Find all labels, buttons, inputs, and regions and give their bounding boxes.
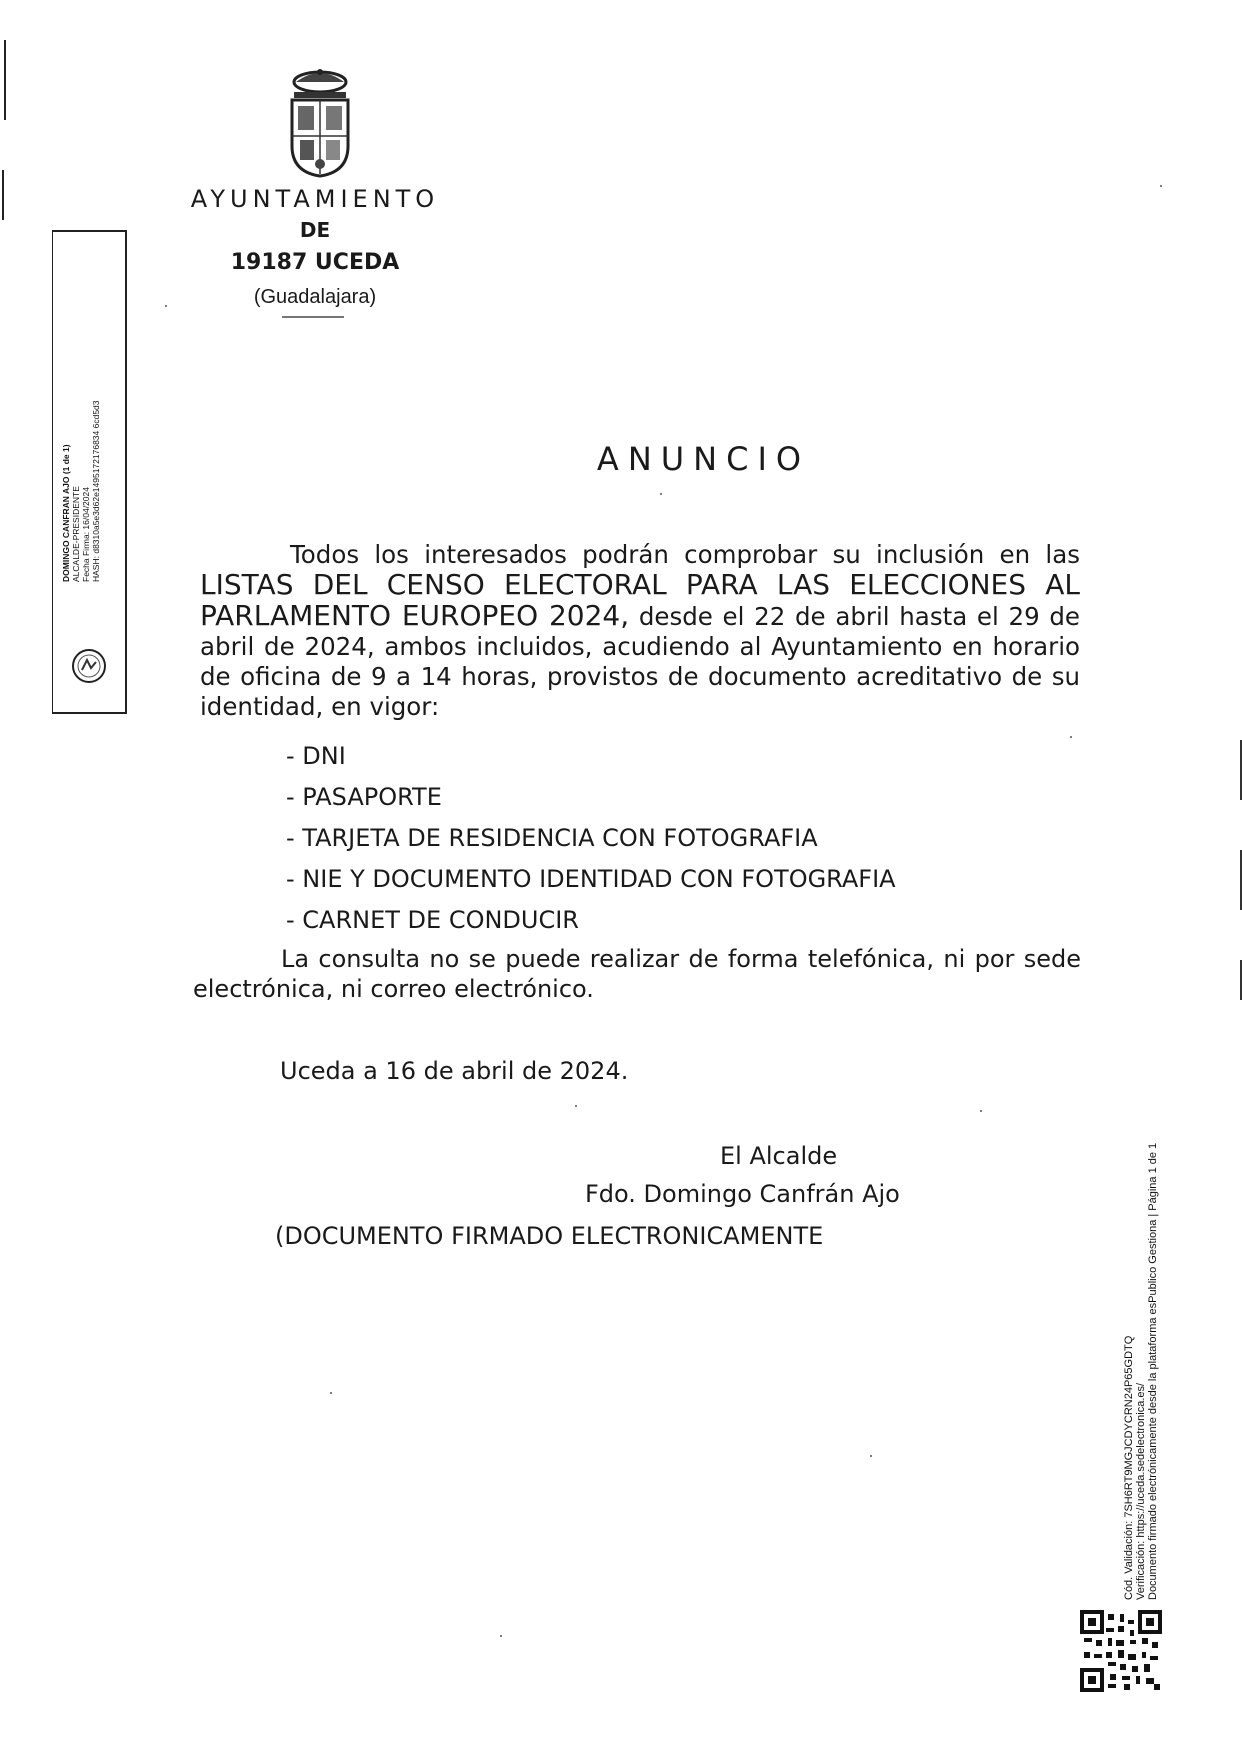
scan-speck bbox=[500, 1635, 502, 1637]
stamp-date: Fecha Firma: 16/04/2024 bbox=[81, 487, 91, 582]
announcement-paragraph bbox=[200, 540, 1080, 722]
list-item: - PASAPORTE bbox=[286, 783, 442, 811]
header-rule bbox=[282, 316, 344, 318]
scan-speck bbox=[660, 493, 662, 495]
scan-speck bbox=[980, 1110, 982, 1112]
list-item: - DNI bbox=[286, 742, 346, 770]
stamp-signer: DOMINGO CANFRAN AJO (1 de 1) bbox=[61, 444, 71, 582]
signature-note: (DOCUMENTO FIRMADO ELECTRONICAMENTE bbox=[275, 1222, 824, 1250]
closing-text: La consulta no se puede realizar de forma telefónica, ni por sede electrónica, ni correo electrónico. bbox=[193, 945, 1081, 1003]
stamp-role: ALCALDE-PRESIDENTE bbox=[71, 486, 81, 582]
signer-role: El Alcalde bbox=[720, 1142, 838, 1170]
scan-edge-mark bbox=[4, 40, 6, 120]
verification-code: Cód. Validación: 7SH6RT9MGJCDYCRN24P65GDTQ bbox=[1123, 1335, 1135, 1600]
institution-de: DE bbox=[299, 218, 331, 242]
scan-speck bbox=[1160, 185, 1162, 187]
signer-name: Fdo. Domingo Canfrán Ajo bbox=[585, 1180, 900, 1208]
scan-speck bbox=[870, 1455, 872, 1457]
closing-paragraph bbox=[193, 944, 1081, 1004]
seal-icon bbox=[71, 648, 107, 684]
paragraph-intro: Todos los interesados podrán comprobar su inclusión en las bbox=[290, 540, 1080, 569]
paragraph-highlight: LISTAS DEL CENSO ELECTORAL PARA LAS ELECCIONES AL PARLAMENTO EUROPEO 2024, bbox=[200, 568, 1080, 632]
verification-platform: Documento firmado electrónicamente desde la plataforma esPublico Gestiona | Página 1 de 1 bbox=[1147, 1142, 1159, 1600]
institution-name: AYUNTAMIENTO bbox=[190, 185, 440, 213]
qr-code-icon bbox=[1080, 1610, 1162, 1692]
page-title: ANUNCIO bbox=[596, 440, 811, 478]
coat-of-arms-icon bbox=[282, 68, 358, 180]
scan-speck bbox=[1070, 736, 1072, 738]
institution-province: (Guadalajara) bbox=[253, 286, 377, 308]
list-item: - TARJETA DE RESIDENCIA CON FOTOGRAFIA bbox=[286, 824, 818, 852]
list-item: - CARNET DE CONDUCIR bbox=[286, 906, 579, 934]
paragraph-details: desde el 22 de abril hasta el 29 de abril de 2024, ambos incluidos, acudiendo al Ayuntamiento en horario de oficina de 9 a 14 horas, provistos de documento acreditativo de su identidad, en vigor: bbox=[200, 602, 1080, 721]
verification-url: Verificación: https://uceda.sedelectronica.es/ bbox=[1135, 1382, 1147, 1600]
verification-strip bbox=[1123, 1080, 1159, 1600]
date-line: Uceda a 16 de abril de 2024. bbox=[280, 1057, 629, 1085]
stamp-text bbox=[61, 222, 101, 582]
scan-edge-mark bbox=[2, 170, 4, 220]
scan-speck bbox=[330, 1392, 332, 1394]
institution-town: 19187 UCEDA bbox=[230, 250, 400, 275]
stamp-hash: HASH: d8310a5e3d62e1495172176834 6cd5d3 bbox=[91, 400, 101, 582]
scan-speck bbox=[575, 1105, 577, 1107]
list-item: - NIE Y DOCUMENTO IDENTIDAD CON FOTOGRAFIA bbox=[286, 865, 896, 893]
document-list bbox=[286, 736, 896, 941]
